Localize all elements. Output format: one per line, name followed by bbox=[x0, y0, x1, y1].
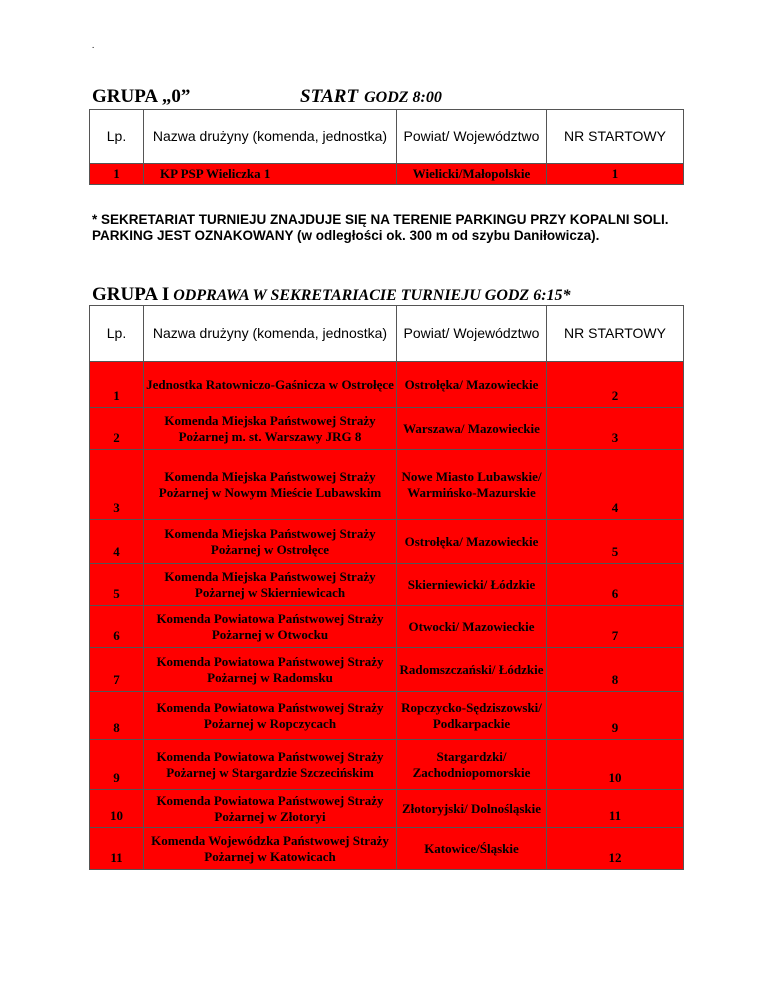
row-nr: 3 bbox=[547, 408, 684, 450]
header-powiat: Powiat/ Województwo bbox=[397, 306, 547, 362]
table-row bbox=[90, 450, 684, 520]
row-nr: 8 bbox=[547, 648, 684, 692]
row-lp: 10 bbox=[90, 790, 144, 828]
group-0-title: GRUPA „0” bbox=[92, 86, 191, 107]
row-name: Komenda Wojewódzka Państwowej Straży Pożarnej w Katowicach bbox=[144, 828, 397, 870]
header-lp: Lp. bbox=[90, 306, 144, 362]
row-lp: 11 bbox=[90, 828, 144, 870]
row-nr: 5 bbox=[547, 520, 684, 564]
table-row bbox=[90, 520, 684, 564]
row-nr: 9 bbox=[547, 692, 684, 740]
table-row bbox=[90, 408, 684, 450]
header-name: Nazwa drużyny (komenda, jednostka) bbox=[144, 306, 397, 362]
row-nr: 1 bbox=[547, 164, 684, 185]
row-nr: 11 bbox=[547, 790, 684, 828]
row-nr: 4 bbox=[547, 450, 684, 520]
row-nr: 6 bbox=[547, 564, 684, 606]
start-time: GODZ 8:00 bbox=[364, 89, 442, 106]
group-0-table bbox=[89, 109, 684, 185]
row-powiat: Otwocki/ Mazowieckie bbox=[397, 606, 547, 648]
header-nr: NR STARTOWY bbox=[547, 306, 684, 362]
row-powiat: Ostrołęka/ Mazowieckie bbox=[397, 362, 547, 408]
group-0-start bbox=[300, 86, 442, 108]
row-name: Komenda Powiatowa Państwowej Straży Pożarnej w Stargardzie Szczecińskim bbox=[144, 740, 397, 790]
row-name: Komenda Miejska Państwowej Straży Pożarnej w Skierniewicach bbox=[144, 564, 397, 606]
table-row bbox=[90, 790, 684, 828]
row-lp: 5 bbox=[90, 564, 144, 606]
row-name: Komenda Miejska Państwowej Straży Pożarnej m. st. Warszawy JRG 8 bbox=[144, 408, 397, 450]
row-name: Komenda Powiatowa Państwowej Straży Pożarnej w Otwocku bbox=[144, 606, 397, 648]
row-powiat: Wielicki/Małopolskie bbox=[397, 164, 547, 185]
row-lp: 3 bbox=[90, 450, 144, 520]
row-lp: 1 bbox=[90, 362, 144, 408]
row-nr: 7 bbox=[547, 606, 684, 648]
row-name: Jednostka Ratowniczo-Gaśnicza w Ostrołęce bbox=[144, 362, 397, 408]
group-1-table bbox=[89, 305, 684, 870]
row-lp: 7 bbox=[90, 648, 144, 692]
table-row bbox=[90, 564, 684, 606]
row-powiat: Złotoryjski/ Dolnośląskie bbox=[397, 790, 547, 828]
group-1-title bbox=[92, 284, 571, 306]
row-name: Komenda Powiatowa Państwowej Straży Pożarnej w Ropczycach bbox=[144, 692, 397, 740]
header-nr: NR STARTOWY bbox=[547, 110, 684, 164]
row-name: Komenda Miejska Państwowej Straży Pożarnej w Nowym Mieście Lubawskim bbox=[144, 450, 397, 520]
header-powiat: Powiat/ Województwo bbox=[397, 110, 547, 164]
page-mark: . bbox=[92, 40, 95, 50]
row-name: Komenda Powiatowa Państwowej Straży Pożarnej w Radomsku bbox=[144, 648, 397, 692]
row-lp: 8 bbox=[90, 692, 144, 740]
row-nr: 12 bbox=[547, 828, 684, 870]
start-label: START bbox=[300, 86, 359, 107]
group-1-label: GRUPA I bbox=[92, 284, 170, 305]
row-lp: 9 bbox=[90, 740, 144, 790]
row-powiat: Warszawa/ Mazowieckie bbox=[397, 408, 547, 450]
row-lp: 6 bbox=[90, 606, 144, 648]
table-row bbox=[90, 648, 684, 692]
row-name: Komenda Powiatowa Państwowej Straży Pożarnej w Złotoryi bbox=[144, 790, 397, 828]
table-row bbox=[90, 164, 684, 185]
table-row bbox=[90, 692, 684, 740]
row-nr: 2 bbox=[547, 362, 684, 408]
table-row bbox=[90, 606, 684, 648]
row-powiat: Radomszczański/ Łódzkie bbox=[397, 648, 547, 692]
row-powiat: Ropczycko-Sędziszowski/ Podkarpackie bbox=[397, 692, 547, 740]
row-lp: 1 bbox=[90, 164, 144, 185]
table-row bbox=[90, 362, 684, 408]
group-1-subtitle: ODPRAWA W SEKRETARIACIE TURNIEJU GODZ 6:15* bbox=[173, 287, 571, 304]
row-lp: 4 bbox=[90, 520, 144, 564]
row-lp: 2 bbox=[90, 408, 144, 450]
row-powiat: Skierniewicki/ Łódzkie bbox=[397, 564, 547, 606]
row-powiat: Katowice/Śląskie bbox=[397, 828, 547, 870]
header-lp: Lp. bbox=[90, 110, 144, 164]
row-name: Komenda Miejska Państwowej Straży Pożarnej w Ostrołęce bbox=[144, 520, 397, 564]
table-row bbox=[90, 740, 684, 790]
header-name: Nazwa drużyny (komenda, jednostka) bbox=[144, 110, 397, 164]
row-name: KP PSP Wieliczka 1 bbox=[144, 164, 397, 185]
row-powiat: Nowe Miasto Lubawskie/ Warmińsko-Mazurskie bbox=[397, 450, 547, 520]
row-powiat: Ostrołęka/ Mazowieckie bbox=[397, 520, 547, 564]
row-powiat: Stargardzki/ Zachodniopomorskie bbox=[397, 740, 547, 790]
row-nr: 10 bbox=[547, 740, 684, 790]
secretariat-note: * SEKRETARIAT TURNIEJU ZNAJDUJE SIĘ NA TERENIE PARKINGU PRZY KOPALNI SOLI. PARKING JEST OZNAKOWANY (w odległości ok. 300 m od szybu Daniłowicza). bbox=[92, 212, 669, 243]
table-row bbox=[90, 828, 684, 870]
